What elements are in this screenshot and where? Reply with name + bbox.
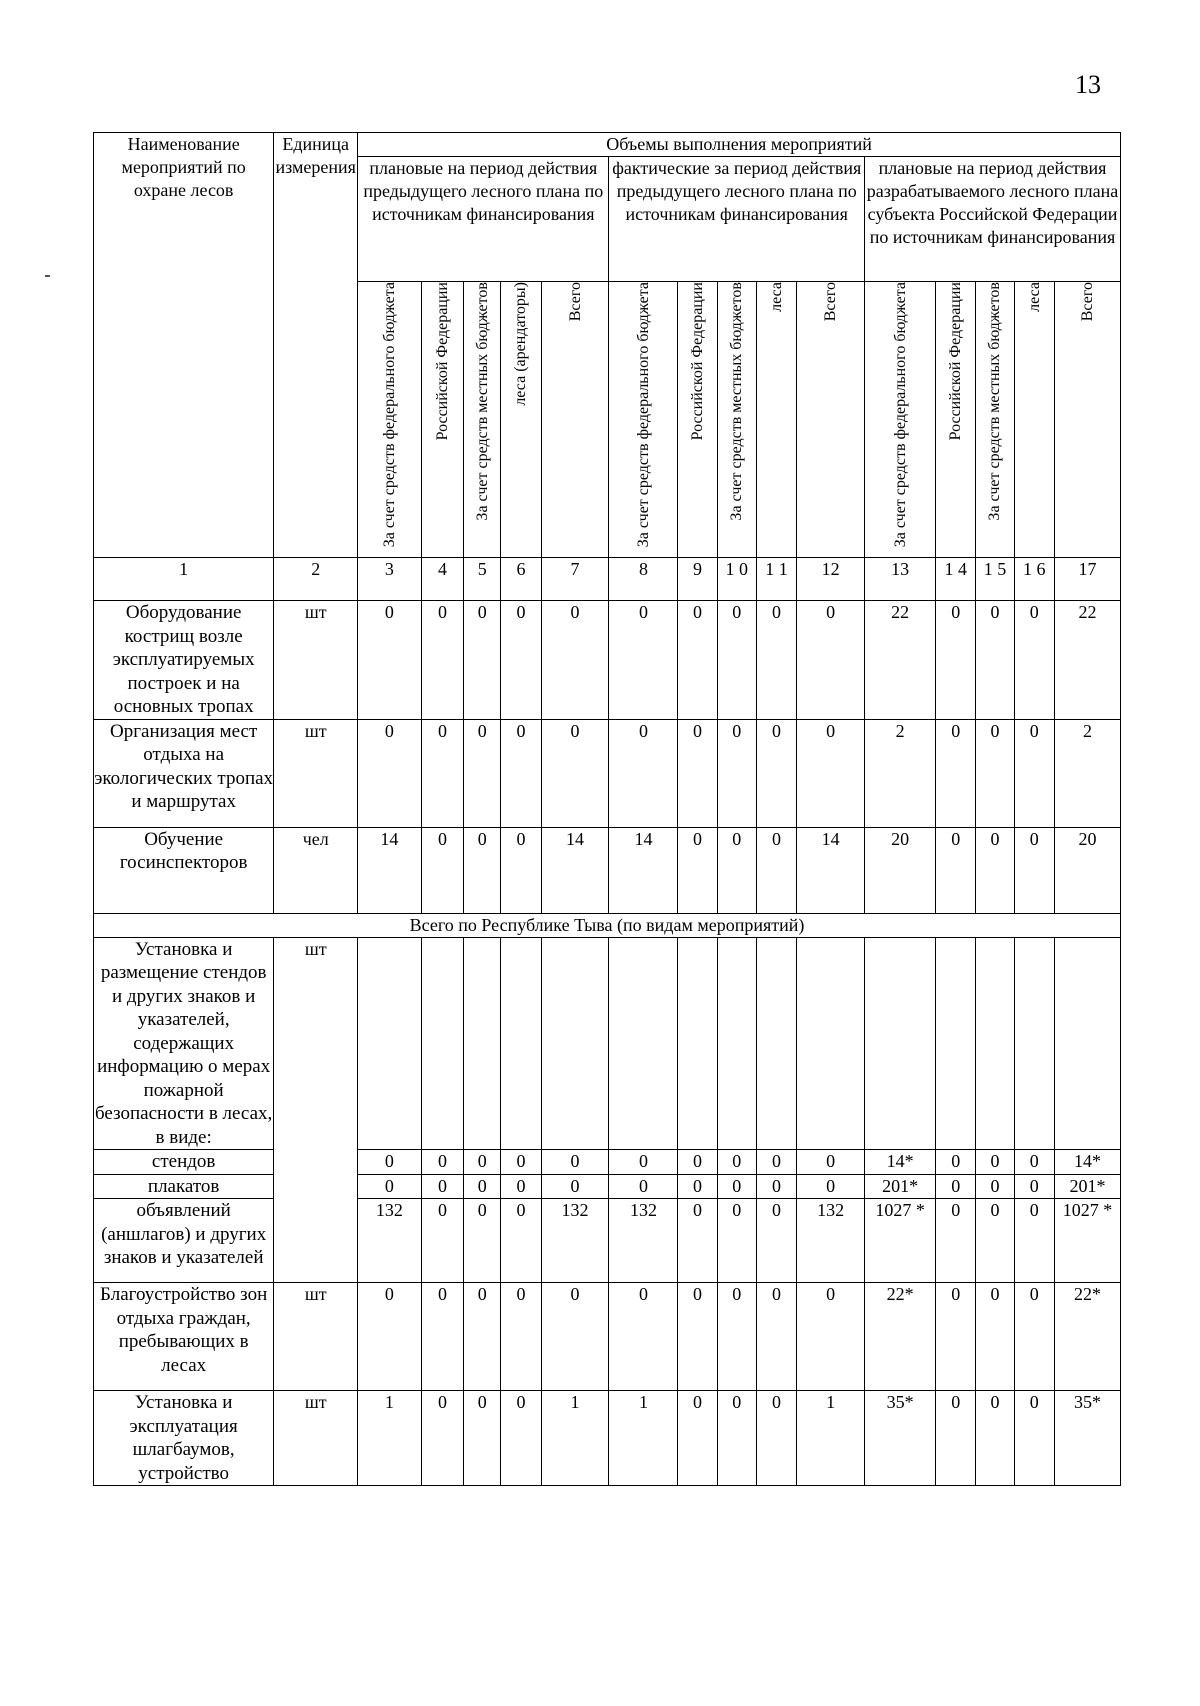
- column-number: 8: [609, 558, 678, 601]
- value-cell: 0: [421, 1283, 463, 1391]
- value-cell: 0: [936, 1391, 976, 1486]
- column-number: 9: [678, 558, 717, 601]
- header-planned-previous-source-4: [501, 282, 541, 558]
- table-row: [94, 913, 1121, 937]
- value-cell: 0: [609, 1150, 678, 1175]
- table-row: [94, 1150, 1121, 1175]
- value-cell: 0: [501, 1199, 541, 1283]
- activity-name: Организация мест отдыха на экологических тропах и маршрутах: [94, 719, 274, 827]
- value-cell: 0: [358, 601, 422, 720]
- value-cell: 0: [976, 719, 1014, 827]
- value-cell: 0: [501, 1174, 541, 1199]
- unit-cell: чел: [274, 827, 358, 913]
- value-cell: 0: [1014, 1199, 1054, 1283]
- value-cell: 0: [464, 719, 501, 827]
- unit-cell: шт: [274, 937, 358, 1283]
- value-cell: 0: [717, 1174, 756, 1199]
- value-cell: 0: [421, 1199, 463, 1283]
- header-planned-previous-source-label: Всего: [566, 282, 584, 322]
- value-cell: 201*: [1054, 1174, 1120, 1199]
- column-number: 2: [274, 558, 358, 601]
- value-cell: 0: [797, 1150, 865, 1175]
- header-planned-new-source-3: [976, 282, 1014, 558]
- header-planned-new-source-label: леса: [1025, 282, 1043, 312]
- value-cell: 132: [541, 1199, 609, 1283]
- column-number: 3: [358, 558, 422, 601]
- activity-name: Благоустройство зон отдыха граждан, пребывающих в лесах: [94, 1283, 274, 1391]
- header-planned-new-source-5: [1054, 282, 1120, 558]
- sub-item-name: плакатов: [94, 1174, 274, 1199]
- sub-item-name: объявлений (аншлагов) и других знаков и указателей: [94, 1199, 274, 1283]
- value-cell: 0: [358, 1174, 422, 1199]
- value-cell: 20: [1054, 827, 1120, 913]
- value-cell: 0: [421, 1174, 463, 1199]
- value-cell: 22*: [1054, 1283, 1120, 1391]
- value-cell: 0: [609, 719, 678, 827]
- empty-cell: [358, 937, 422, 1150]
- value-cell: 0: [464, 601, 501, 720]
- empty-cell: [421, 937, 463, 1150]
- value-cell: 1: [609, 1391, 678, 1486]
- table-row: [94, 1283, 1121, 1391]
- header-actual-previous-source-3: [717, 282, 756, 558]
- value-cell: 0: [1014, 827, 1054, 913]
- empty-cell: [865, 937, 936, 1150]
- forest-protection-table: [93, 132, 1121, 1486]
- sub-item-name: стендов: [94, 1150, 274, 1175]
- header-planned-previous-source-5: [541, 282, 609, 558]
- value-cell: 0: [797, 1174, 865, 1199]
- value-cell: 22: [1054, 601, 1120, 720]
- value-cell: 0: [1014, 1391, 1054, 1486]
- value-cell: 0: [976, 1174, 1014, 1199]
- value-cell: 0: [976, 1391, 1014, 1486]
- column-number: 1: [94, 558, 274, 601]
- unit-cell: шт: [274, 1391, 358, 1486]
- value-cell: 1: [358, 1391, 422, 1486]
- unit-cell: шт: [274, 719, 358, 827]
- value-cell: 1: [541, 1391, 609, 1486]
- value-cell: 0: [501, 1391, 541, 1486]
- header-planned-new: плановые на период действия разрабатываемого лесного плана субъекта Российской Федерации по источникам финансирования: [865, 157, 1121, 282]
- page-number: 13: [1075, 70, 1101, 99]
- value-cell: 0: [936, 827, 976, 913]
- value-cell: 0: [464, 1283, 501, 1391]
- value-cell: 0: [678, 827, 717, 913]
- value-cell: 0: [421, 1150, 463, 1175]
- value-cell: 0: [609, 601, 678, 720]
- value-cell: 0: [717, 1150, 756, 1175]
- value-cell: 0: [358, 1283, 422, 1391]
- value-cell: 0: [717, 719, 756, 827]
- header-planned-new-source-1: [865, 282, 936, 558]
- value-cell: 0: [678, 601, 717, 720]
- table-row: [94, 1199, 1121, 1283]
- value-cell: 0: [797, 1283, 865, 1391]
- header-planned-previous: плановые на период действия предыдущего лесного плана по источникам финансирования: [358, 157, 609, 282]
- value-cell: 0: [501, 827, 541, 913]
- value-cell: 14: [358, 827, 422, 913]
- value-cell: 0: [464, 1199, 501, 1283]
- value-cell: 0: [756, 1283, 796, 1391]
- value-cell: 0: [1014, 1150, 1054, 1175]
- value-cell: 0: [936, 1283, 976, 1391]
- empty-cell: [609, 937, 678, 1150]
- value-cell: 0: [678, 1150, 717, 1175]
- value-cell: 0: [678, 1199, 717, 1283]
- header-planned-previous-source-label: За счет средств федерального бюджета: [380, 282, 398, 548]
- value-cell: 0: [541, 719, 609, 827]
- header-actual-previous-source-5: [797, 282, 865, 558]
- header-planned-new-source-label: Всего: [1078, 282, 1096, 322]
- empty-cell: [976, 937, 1014, 1150]
- column-number: 6: [501, 558, 541, 601]
- activity-name: Оборудование кострищ возле эксплуатируемых построек и на основных тропах: [94, 601, 274, 720]
- value-cell: 0: [717, 827, 756, 913]
- value-cell: 0: [1014, 1174, 1054, 1199]
- value-cell: 0: [464, 1174, 501, 1199]
- column-number: 1 5: [976, 558, 1014, 601]
- value-cell: 0: [976, 827, 1014, 913]
- value-cell: 0: [756, 1174, 796, 1199]
- value-cell: 1027 *: [865, 1199, 936, 1283]
- header-actual-previous-source-label: За счет средств федерального бюджета: [634, 282, 652, 548]
- header-actual-previous-source-1: [609, 282, 678, 558]
- value-cell: 0: [756, 719, 796, 827]
- activity-name: Установка и размещение стендов и других знаков и указателей, содержащих информацию о мерах пожарной безопасности в лесах, в виде:: [95, 938, 273, 1148]
- value-cell: 201*: [865, 1174, 936, 1199]
- value-cell: 0: [797, 601, 865, 720]
- empty-cell: [1014, 937, 1054, 1150]
- value-cell: 14: [609, 827, 678, 913]
- value-cell: 0: [421, 601, 463, 720]
- empty-cell: [936, 937, 976, 1150]
- value-cell: 0: [1014, 1283, 1054, 1391]
- value-cell: 2: [1054, 719, 1120, 827]
- value-cell: 2: [865, 719, 936, 827]
- value-cell: 0: [717, 1199, 756, 1283]
- header-planned-previous-source-label: Российской Федерации: [433, 282, 451, 441]
- value-cell: 0: [501, 719, 541, 827]
- empty-cell: [797, 937, 865, 1150]
- header-actual-previous-source-label: Всего: [822, 282, 840, 322]
- value-cell: 0: [797, 719, 865, 827]
- column-number: 1 4: [936, 558, 976, 601]
- value-cell: 0: [464, 827, 501, 913]
- column-number: 17: [1054, 558, 1120, 601]
- column-number: 5: [464, 558, 501, 601]
- header-actual-previous-source-label: За счет средств местных бюджетов: [728, 282, 746, 521]
- column-number: 4: [421, 558, 463, 601]
- header-planned-previous-source-2: [421, 282, 463, 558]
- column-number: 13: [865, 558, 936, 601]
- value-cell: 14: [797, 827, 865, 913]
- table-row: [94, 827, 1121, 913]
- empty-cell: [1054, 937, 1120, 1150]
- value-cell: 0: [358, 719, 422, 827]
- value-cell: 0: [421, 827, 463, 913]
- scan-mark: [45, 275, 50, 277]
- value-cell: 14*: [865, 1150, 936, 1175]
- header-actual-previous-source-2: [678, 282, 717, 558]
- value-cell: 0: [717, 1283, 756, 1391]
- value-cell: 0: [976, 601, 1014, 720]
- value-cell: 0: [541, 601, 609, 720]
- header-planned-new-source-2: [936, 282, 976, 558]
- value-cell: 0: [358, 1150, 422, 1175]
- value-cell: 0: [678, 1283, 717, 1391]
- header-planned-previous-source-label: За счет средств местных бюджетов: [473, 282, 491, 521]
- value-cell: 0: [501, 1150, 541, 1175]
- value-cell: 0: [976, 1199, 1014, 1283]
- value-cell: 0: [541, 1174, 609, 1199]
- value-cell: 0: [936, 1150, 976, 1175]
- value-cell: 0: [501, 601, 541, 720]
- value-cell: 20: [865, 827, 936, 913]
- header-planned-previous-source-label: леса (арендаторы): [512, 282, 530, 406]
- value-cell: 0: [678, 1174, 717, 1199]
- section-title: Всего по Республике Тыва (по видам мероприятий): [94, 913, 1121, 937]
- column-number: 12: [797, 558, 865, 601]
- value-cell: 132: [609, 1199, 678, 1283]
- value-cell: 22*: [865, 1283, 936, 1391]
- header-volumes: Объемы выполнения мероприятий: [358, 133, 1121, 157]
- header-unit: Единица измерения: [274, 133, 358, 558]
- value-cell: 0: [976, 1150, 1014, 1175]
- value-cell: 0: [756, 601, 796, 720]
- table-row: [94, 719, 1121, 827]
- header-actual-previous-source-label: Российской Федерации: [689, 282, 707, 441]
- value-cell: 0: [976, 1283, 1014, 1391]
- value-cell: 132: [797, 1199, 865, 1283]
- value-cell: 132: [358, 1199, 422, 1283]
- value-cell: 0: [1014, 601, 1054, 720]
- value-cell: 0: [464, 1150, 501, 1175]
- value-cell: 0: [678, 719, 717, 827]
- unit-cell: шт: [274, 1283, 358, 1391]
- header-actual-previous-source-4: [756, 282, 796, 558]
- header-planned-new-source-label: За счет средств федерального бюджета: [891, 282, 909, 548]
- value-cell: 35*: [865, 1391, 936, 1486]
- header-planned-new-source-label: Российской Федерации: [947, 282, 965, 441]
- value-cell: 0: [541, 1150, 609, 1175]
- value-cell: 1: [797, 1391, 865, 1486]
- column-number: 7: [541, 558, 609, 601]
- value-cell: 0: [609, 1283, 678, 1391]
- value-cell: 0: [756, 827, 796, 913]
- value-cell: 0: [936, 1174, 976, 1199]
- value-cell: 35*: [1054, 1391, 1120, 1486]
- value-cell: 0: [678, 1391, 717, 1486]
- empty-cell: [501, 937, 541, 1150]
- header-planned-new-source-label: За счет средств местных бюджетов: [986, 282, 1004, 521]
- empty-cell: [756, 937, 796, 1150]
- table-row: [94, 1174, 1121, 1199]
- empty-cell: [678, 937, 717, 1150]
- value-cell: 0: [501, 1283, 541, 1391]
- activity-name: Обучение госинспекторов: [94, 827, 274, 913]
- value-cell: 0: [756, 1391, 796, 1486]
- value-cell: 22: [865, 601, 936, 720]
- column-number: 1 0: [717, 558, 756, 601]
- empty-cell: [464, 937, 501, 1150]
- table-row: [94, 1391, 1121, 1486]
- value-cell: 14*: [1054, 1150, 1120, 1175]
- value-cell: 0: [421, 719, 463, 827]
- unit-cell: шт: [274, 601, 358, 720]
- value-cell: 1027 *: [1054, 1199, 1120, 1283]
- table-row: [94, 601, 1121, 720]
- value-cell: 0: [756, 1199, 796, 1283]
- value-cell: 0: [717, 601, 756, 720]
- column-number: 1 6: [1014, 558, 1054, 601]
- value-cell: 0: [936, 601, 976, 720]
- empty-cell: [541, 937, 609, 1150]
- value-cell: 0: [1014, 719, 1054, 827]
- value-cell: 0: [464, 1391, 501, 1486]
- header-planned-previous-source-1: [358, 282, 422, 558]
- header-activity-name: Наименование мероприятий по охране лесов: [94, 133, 274, 558]
- column-number: 1 1: [756, 558, 796, 601]
- value-cell: 0: [541, 1283, 609, 1391]
- header-planned-previous-source-3: [464, 282, 501, 558]
- table-row: [94, 937, 1121, 1150]
- value-cell: 0: [717, 1391, 756, 1486]
- activity-name: Установка и эксплуатация шлагбаумов, устройство: [94, 1391, 274, 1486]
- value-cell: 0: [756, 1150, 796, 1175]
- value-cell: 14: [541, 827, 609, 913]
- empty-cell: [717, 937, 756, 1150]
- header-actual-previous: фактические за период действия предыдущего лесного плана по источникам финансирования: [609, 157, 865, 282]
- header-planned-new-source-4: [1014, 282, 1054, 558]
- value-cell: 0: [609, 1174, 678, 1199]
- value-cell: 0: [936, 719, 976, 827]
- value-cell: 0: [421, 1391, 463, 1486]
- value-cell: 0: [936, 1199, 976, 1283]
- header-actual-previous-source-label: леса: [768, 282, 786, 312]
